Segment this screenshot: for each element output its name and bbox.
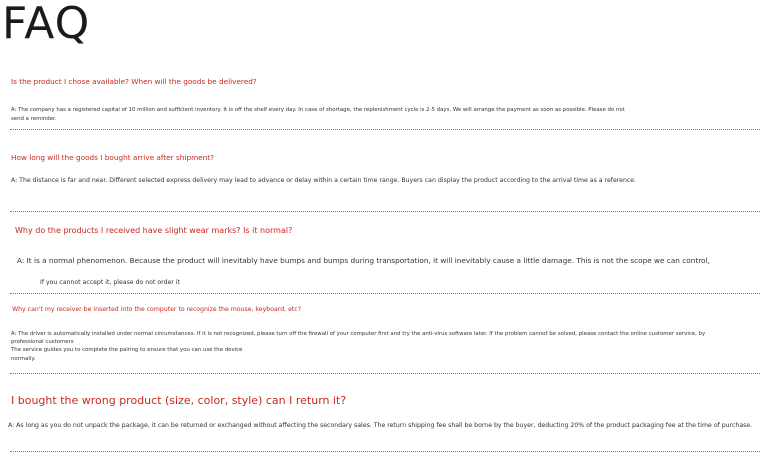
faq-question-receiver: Why can't my receiver be inserted into the computer to recognize the mouse, keyboard, etc? — [12, 306, 301, 313]
faq-answer-receiver-line3: The service guides you to complete the pairing to ensure that you can use the device — [11, 347, 243, 353]
faq-question-wear-marks: Why do the products I received have slight wear marks? Is it normal? — [15, 226, 293, 235]
faq-answer-receiver-line1: A: The driver is automatically installed under normal circumstances. If it is not recognized, please turn off the firewall of your computer first and try the anti-virus software later. If the problem cannot be solved, please contact the online customer service, by — [11, 331, 706, 337]
faq-answer-receiver-line2: professional customers — [11, 339, 74, 345]
faq-divider — [10, 129, 760, 130]
faq-answer-arrival-line1: A: The distance is far and near. Different selected express delivery may lead to advance or delay within a certain time range. Buyers can display the product according to the arrival time as a reference. — [11, 177, 637, 184]
faq-answer-receiver-line4: normally. — [11, 356, 36, 362]
faq-answer-return-line1: A: As long as you do not unpack the package, it can be returned or exchanged without affecting the secondary sales. The return shipping fee shall be borne by the buyer, deducting 20% of the product packaging fee at the time of purchase. — [8, 422, 753, 429]
faq-question-availability: Is the product I chose available? When will the goods be delivered? — [11, 77, 257, 86]
faq-answer-availability-line2: send a reminder. — [11, 116, 57, 122]
faq-divider — [10, 373, 760, 374]
faq-answer-availability-line1: A: The company has a registered capital of 10 million and sufficient inventory. It is off the shelf every day. In case of shortage, the replenishment cycle is 2-5 days. We will arrange the payment as soon as possible. Please do not — [11, 107, 625, 113]
faq-answer-wear-marks-line1: A: It is a normal phenomenon. Because the product will inevitably have bumps and bumps during transportation, it will inevitably cause a little damage. This is not the scope we can control, — [17, 256, 710, 265]
faq-divider — [10, 451, 760, 452]
faq-divider — [10, 211, 760, 212]
page-title: FAQ — [2, 0, 91, 49]
faq-question-return: I bought the wrong product (size, color, style) can I return it? — [11, 394, 347, 407]
faq-answer-wear-marks-line2: If you cannot accept it, please do not order it — [40, 279, 180, 286]
faq-divider — [10, 293, 760, 294]
faq-question-arrival: How long will the goods I bought arrive after shipment? — [11, 153, 215, 162]
